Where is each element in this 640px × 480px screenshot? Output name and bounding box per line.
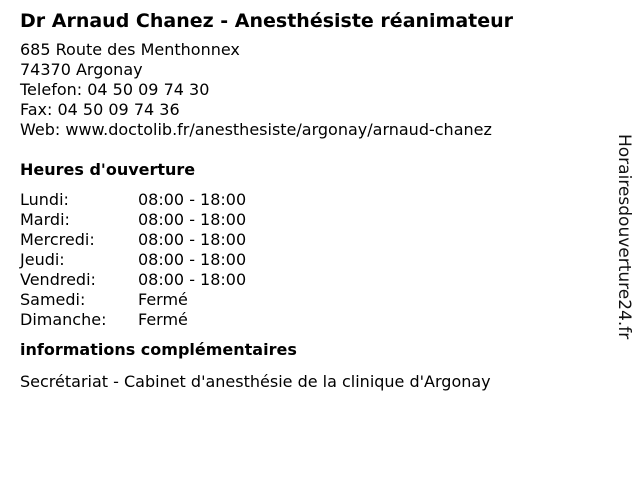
hours-row-saturday: [20, 290, 600, 310]
address-street: 685 Route des Menthonnex: [20, 40, 240, 59]
hours-row-thursday: [20, 250, 600, 270]
business-card: [20, 8, 600, 392]
hours-time: 08:00 - 18:00: [138, 250, 247, 269]
page-title: Dr Arnaud Chanez - Anesthésiste réanimateur: [20, 10, 514, 32]
hours-day: Samedi:: [20, 290, 86, 309]
website-text: Web: www.doctolib.fr/anesthesiste/argonay/arnaud-chanez: [20, 120, 492, 139]
opening-hours-heading: Heures d'ouverture: [20, 160, 196, 179]
hours-row-monday: [20, 190, 600, 210]
hours-time: Fermé: [138, 290, 188, 309]
hours-time: 08:00 - 18:00: [138, 190, 247, 209]
hours-row-friday: [20, 270, 600, 290]
site-watermark: Horairesdouverture24.fr: [614, 134, 634, 340]
hours-day: Mardi:: [20, 210, 70, 229]
hours-day: Mercredi:: [20, 230, 95, 249]
fax-number: Fax: 04 50 09 74 36: [20, 100, 180, 119]
hours-day: Dimanche:: [20, 310, 107, 329]
additional-info-text: Secrétariat - Cabinet d'anesthésie de la clinique d'Argonay: [20, 372, 491, 391]
phone-number: Telefon: 04 50 09 74 30: [20, 80, 210, 99]
opening-hours-table: [20, 190, 600, 330]
hours-time: Fermé: [138, 310, 188, 329]
hours-row-tuesday: [20, 210, 600, 230]
hours-row-sunday: [20, 310, 600, 330]
address-city: 74370 Argonay: [20, 60, 143, 79]
hours-day: Vendredi:: [20, 270, 96, 289]
hours-time: 08:00 - 18:00: [138, 270, 247, 289]
hours-row-wednesday: [20, 230, 600, 250]
hours-day: Lundi:: [20, 190, 69, 209]
hours-time: 08:00 - 18:00: [138, 210, 247, 229]
hours-day: Jeudi:: [20, 250, 65, 269]
hours-time: 08:00 - 18:00: [138, 230, 247, 249]
additional-info-heading: informations complémentaires: [20, 340, 297, 359]
